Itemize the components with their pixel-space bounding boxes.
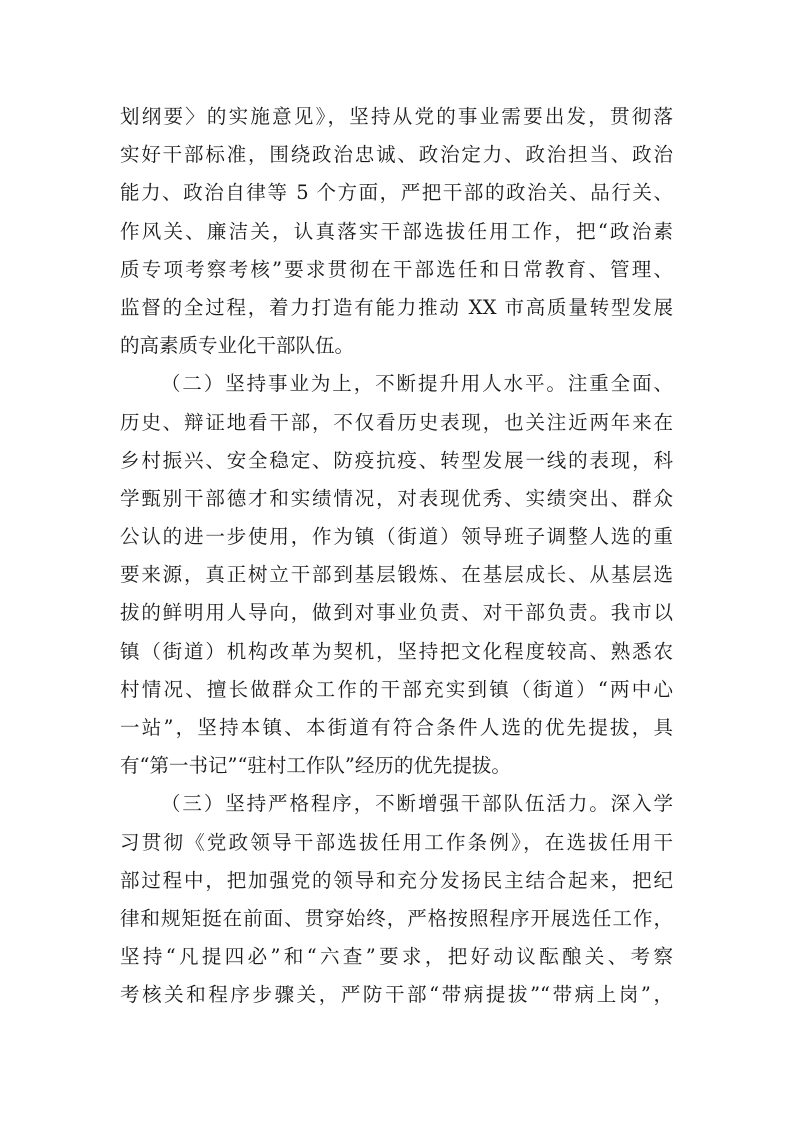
text-line: 乡村振兴、安全稳定、防疫抗疫、转型发展一线的表现，科 <box>120 448 673 472</box>
text-line: 镇（街道）机构改革为契机，坚持把文化程度较高、熟悉农 <box>120 639 673 663</box>
text-line: 一站”，坚持本镇、本街道有符合条件人选的优先提拔，具 <box>120 716 673 739</box>
paragraph <box>120 365 673 785</box>
text-line: 要来源，真正树立干部到基层锻炼、在基层成长、从基层选 <box>120 563 673 587</box>
text-line: 公认的进一步使用，作为镇（街道）领导班子调整人选的重 <box>120 525 673 549</box>
text-line: 有“第一书记”“驻村工作队”经历的优先提拔。 <box>120 754 511 778</box>
text-line: 作风关、廉洁关，认真落实干部选拔任用工作，把“政治素 <box>120 219 673 243</box>
text-line: （二）坚持事业为上，不断提升用人水平。注重全面、 <box>161 372 673 396</box>
paragraph <box>120 785 673 1014</box>
text-line: 坚持“凡提四必”和“六查”要求，把好动议酝酿关、考察 <box>120 945 673 969</box>
text-line: 律和规矩挺在前面、贯穿始终，严格按照程序开展选任工作， <box>120 906 673 930</box>
text-line: 习贯彻《党政领导干部选拔任用工作条例》，在选拔任用干 <box>120 830 673 854</box>
text-line: 考核关和程序步骤关，严防干部“带病提拔”“带病上岗”， <box>120 983 673 1007</box>
text-line: 部过程中，把加强党的领导和充分发扬民主结合起来，把纪 <box>120 868 673 892</box>
text-line: 实好干部标准，围绕政治忠诚、政治定力、政治担当、政治 <box>120 143 673 167</box>
paragraph <box>120 98 673 365</box>
text-line: 能力、政治自律等 5 个方面，严把干部的政治关、品行关、 <box>120 181 673 205</box>
text-line: 拔的鲜明用人导向，做到对事业负责、对干部负责。我市以 <box>120 601 673 625</box>
document-body <box>120 98 673 1015</box>
text-line: 学甄别干部德才和实绩情况，对表现优秀、实绩突出、群众 <box>120 486 673 510</box>
text-line: 村情况、擅长做群众工作的干部充实到镇（街道）“两中心 <box>120 677 673 701</box>
text-line: （三）坚持严格程序，不断增强干部队伍活力。深入学 <box>161 792 673 816</box>
text-line: 划纲要〉的实施意见》，坚持从党的事业需要出发，贯彻落 <box>120 105 673 128</box>
text-line: 监督的全过程，着力打造有能力推动 XX 市高质量转型发展 <box>120 295 673 319</box>
text-line: 质专项考察考核”要求贯彻在干部选任和日常教育、管理、 <box>120 257 673 281</box>
text-line: 的高素质专业化干部队伍。 <box>120 334 355 358</box>
text-line: 历史、辩证地看干部，不仅看历史表现，也关注近两年来在 <box>120 410 673 434</box>
